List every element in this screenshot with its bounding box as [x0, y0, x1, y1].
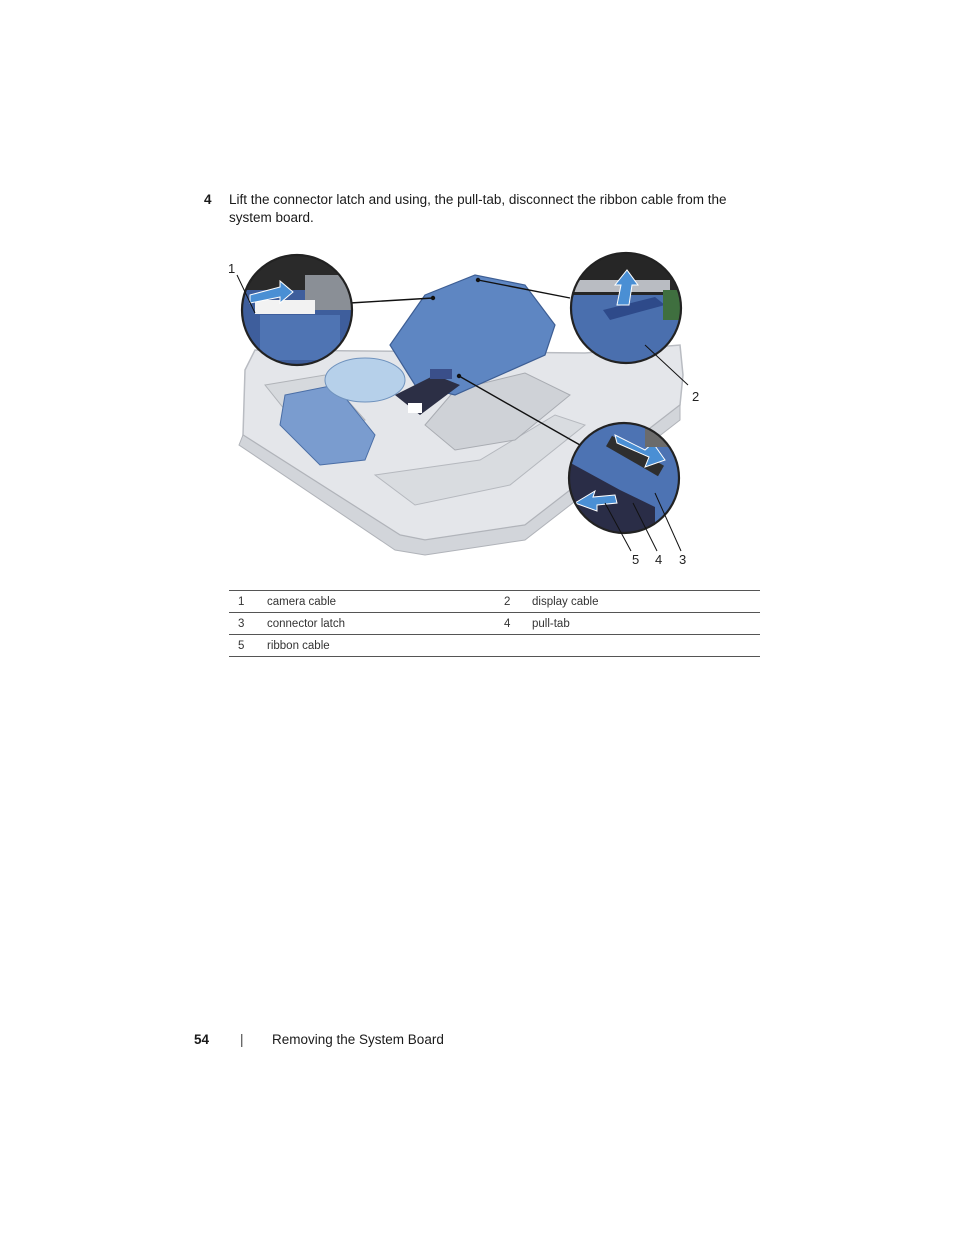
callout-5: 5 [632, 552, 640, 567]
table-row [229, 635, 760, 657]
legend-label: camera cable [267, 591, 494, 613]
marker-display [476, 278, 480, 282]
callout-3: 3 [679, 552, 687, 567]
callout-2: 2 [692, 389, 700, 404]
page-number: 54 [194, 1032, 210, 1047]
legend-number: 3 [229, 613, 267, 635]
laptop-system-board-illustration [225, 245, 700, 575]
legend-number: 2 [494, 591, 532, 613]
legend-label [532, 635, 760, 657]
legend-number: 1 [229, 591, 267, 613]
ribbon-cable-tab [408, 403, 422, 413]
marker-ribbon [457, 374, 461, 378]
ribbon-connector [430, 369, 452, 379]
footer-separator: | [240, 1032, 244, 1047]
callout-4: 4 [655, 552, 663, 567]
legend-number: 4 [494, 613, 532, 635]
marker-camera [431, 296, 435, 300]
table-row [229, 591, 760, 613]
callout-1: 1 [228, 261, 236, 276]
legend-number: 5 [229, 635, 267, 657]
hard-drive [325, 358, 405, 402]
legend-label: display cable [532, 591, 760, 613]
step-number: 4 [204, 192, 212, 207]
footer-chapter-title: Removing the System Board [272, 1032, 444, 1047]
legend-label: pull-tab [532, 613, 760, 635]
legend-number [494, 635, 532, 657]
table-row [229, 613, 760, 635]
legend-label: connector latch [267, 613, 494, 635]
illustration-svg [225, 245, 695, 575]
callout-legend-table [229, 590, 760, 657]
legend-label: ribbon cable [267, 635, 494, 657]
step-text: Lift the connector latch and using, the pull-tab, disconnect the ribbon cable from the system board. [229, 192, 727, 225]
